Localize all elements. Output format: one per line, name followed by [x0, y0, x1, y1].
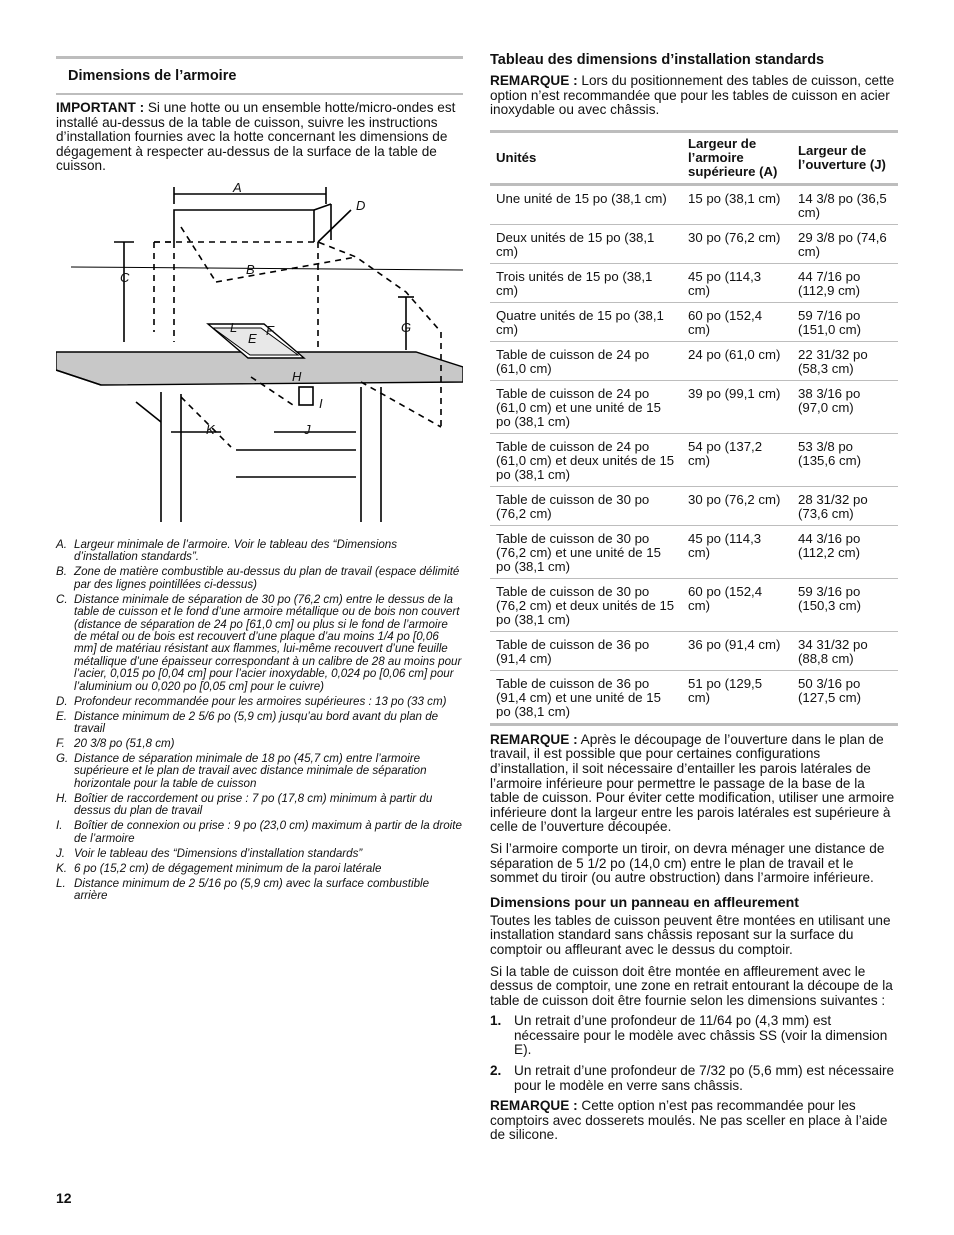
legend-item: C. Distance minimale de séparation de 30 po (76,2 cm) entre le dessus de la table de cuisson et le fond d’une armoire métallique ou de bois non couvert (distance de séparation de 24 po [61,0 cm] ou plus si le fond de l’armoire de métal ou de bois est recouvert d’une plaque d’au moins 1/4 po [0,06 mm] de matériau résistant aux flammes, lui-même recouvert d’une feuille métallique d’une épaisseur correspondant à un calibre de 28 au moins pour l’acier, 0,015 po [0,04 cm] pour l’acier inoxydable, 0,024 po [0,06 cm] pour l’aluminium ou 0,020 po [0,05 cm] pour le cuivre)	[56, 592, 462, 693]
table-row: Quatre unités de 15 po (38,1 cm) 60 po (152,4 cm) 59 7/16 po (151,0 cm)	[490, 302, 898, 341]
page-number: 12	[56, 1190, 72, 1206]
legend-item: K. 6 po (15,2 cm) de dégagement minimum de la paroi latérale	[56, 861, 382, 875]
diagram-label-c: C	[120, 269, 130, 285]
diagram-label-f: F	[266, 322, 274, 338]
note-paragraph	[490, 733, 898, 835]
important-paragraph	[56, 101, 463, 174]
header-units: Unités	[490, 131, 682, 184]
legend-item: G. Distance de séparation minimale de 18 po (45,7 cm) entre l’armoire supérieure et le plan de travail avec distance minimale de séparation horizontale pour la table de cuisson	[56, 752, 427, 790]
diagram-label-l: L	[230, 319, 238, 335]
flush-paragraph: Si la table de cuisson doit être montée en affleurement avec le dessus de comptoir, une zone en retrait entourant la découpe de la table de cuisson doit être fournie selon les dimensions suivantes :	[490, 963, 893, 1008]
table-row: Table de cuisson de 30 po (76,2 cm) 30 po (76,2 cm) 28 31/32 po (73,6 cm)	[490, 486, 898, 525]
section-heading: Dimensions de l’armoire	[56, 56, 463, 95]
diagram-label-g: G	[401, 319, 412, 335]
table-header-row	[490, 131, 898, 184]
note-label: REMARQUE :	[490, 73, 578, 88]
header-opening-width: Largeur de l’ouverture (J)	[792, 131, 898, 184]
flush-paragraph: Toutes les tables de cuisson peuvent être montées en utilisant une installation standard sans châssis reposant sur la surface du comptoir ou affleurant avec le dessus du comptoir.	[490, 912, 891, 957]
legend-item: B. Zone de matière combustible au-dessus du plan de travail (espace délimité par des lignes pointillées ci-dessus)	[56, 565, 460, 591]
note-text: Cette option n’est pas recommandée pour les comptoirs avec dosserets moulés. Ne pas sceller en place à l’aide de silicone.	[490, 1098, 888, 1143]
important-label: IMPORTANT :	[56, 100, 145, 115]
table-title: Tableau des dimensions d’installation standards	[490, 52, 825, 68]
diagram-label-d: D	[356, 197, 366, 213]
cabinet-diagram	[56, 179, 463, 527]
left-column	[56, 56, 463, 905]
note-paragraph	[490, 74, 898, 118]
legend-item: A. Largeur minimale de l’armoire. Voir le tableau des “Dimensions d’installation standards”.	[56, 537, 398, 564]
dimensions-table	[490, 130, 898, 726]
table-row: Table de cuisson de 30 po (76,2 cm) et deux unités de 15 po (38,1 cm) 60 po (152,4 cm) 59 3/16 po (150,3 cm)	[490, 578, 898, 631]
list-item: 2. Un retrait d’une profondeur de 7/32 po (5,6 mm) est nécessaire pour le modèle en verre sans châssis.	[490, 1063, 895, 1093]
legend-item: E. Distance minimum de 2 5/6 po (5,9 cm) jusqu’au bord avant du plan de travail	[56, 709, 439, 736]
table-row: Table de cuisson de 24 po (61,0 cm) et une unité de 15 po (38,1 cm) 39 po (99,1 cm) 38 3/16 po (97,0 cm)	[490, 380, 898, 433]
table-row: Table de cuisson de 36 po (91,4 cm) 36 po (91,4 cm) 34 31/32 po (88,8 cm)	[490, 631, 898, 670]
flush-heading: Dimensions pour un panneau en affleurement	[490, 894, 800, 911]
note-paragraph	[490, 1099, 898, 1143]
table-row: Une unité de 15 po (38,1 cm) 15 po (38,1 cm) 14 3/8 po (36,5 cm)	[490, 184, 898, 224]
table-row: Table de cuisson de 30 po (76,2 cm) et une unité de 15 po (38,1 cm) 45 po (114,3 cm) 44 3/16 po (112,2 cm)	[490, 525, 898, 578]
note-label: REMARQUE :	[490, 1098, 578, 1114]
diagram-label-k: K	[206, 421, 215, 437]
diagram-label-j: J	[304, 421, 311, 437]
note-label: REMARQUE :	[490, 731, 578, 747]
legend-item: I. Boîtier de connexion ou prise : 9 po (23,0 cm) maximum à partir de la droite de l’armoire	[56, 819, 462, 845]
note-text: Après le découpage de l’ouverture dans le plan de travail, il est possible que pour certaines configurations d’installation, il soit nécessaire d’entailler les parois latérales de l’armoire inférieure pour permettre le passage de la base de la table de cuisson. Pour éviter cette modification, utiliser une armoire inférieure dont la largeur entre les parois latérales est supérieure à celle de l’ouverture découpée.	[490, 731, 895, 835]
steps-list	[490, 1014, 898, 1093]
diagram-legend	[56, 539, 463, 903]
legend-item: L. Distance minimum de 2 5/16 po (5,9 cm) avec la surface combustible arrière	[56, 876, 430, 903]
legend-item: J. Voir le tableau des “Dimensions d’installation standards”	[56, 846, 363, 860]
table-row: Table de cuisson de 24 po (61,0 cm) 24 po (61,0 cm) 22 31/32 po (58,3 cm)	[490, 341, 898, 380]
diagram-label-b: B	[246, 261, 255, 277]
diagram-label-e: E	[248, 330, 257, 346]
legend-item: H. Boîtier de raccordement ou prise : 7 po (17,8 cm) minimum à partir du dessus du plan de travail	[56, 791, 433, 818]
diagram-label-a: A	[233, 179, 242, 195]
header-cabinet-width: Largeur de l’armoire supérieure (A)	[682, 131, 792, 184]
cabinet-diagram-drawing	[56, 179, 463, 527]
table-row: Deux unités de 15 po (38,1 cm) 30 po (76,2 cm) 29 3/8 po (74,6 cm)	[490, 224, 898, 263]
list-item: 1. Un retrait d’une profondeur de 11/64 po (4,3 mm) est nécessaire pour le modèle avec châssis SS (voir la dimension E).	[490, 1013, 888, 1058]
note-text: Lors du positionnement des tables de cuisson, cette option n’est recommandée que pour les tables de cuisson en acier inoxydable ou avec châssis.	[490, 73, 895, 118]
legend-item: F. 20 3/8 po (51,8 cm)	[56, 737, 175, 751]
important-text: Si une hotte ou un ensemble hotte/micro-ondes est installé au-dessus de la table de cuisson, suivre les instructions d’installation fournies avec la hotte concernant les dimensions de dégagement à respecter au-dessus de la surface de la table de cuisson.	[56, 100, 456, 174]
diagram-label-h: H	[292, 368, 302, 384]
table-row: Table de cuisson de 36 po (91,4 cm) et une unité de 15 po (38,1 cm) 51 po (129,5 cm) 50 3/16 po (127,5 cm)	[490, 670, 898, 724]
drawer-paragraph: Si l’armoire comporte un tiroir, on devra ménager une distance de séparation de 5 1/2 po (14,0 cm) entre le plan de travail et le sommet du tiroir (ou autre obstruction) dans l’armoire inférieure.	[490, 840, 885, 886]
legend-item: D. Profondeur recommandée pour les armoires supérieures : 13 po (33 cm)	[56, 694, 447, 708]
table-row: Table de cuisson de 24 po (61,0 cm) et deux unités de 15 po (38,1 cm) 54 po (137,2 cm) 53 3/8 po (135,6 cm)	[490, 433, 898, 486]
right-column	[490, 52, 898, 1143]
table-row: Trois unités de 15 po (38,1 cm) 45 po (114,3 cm) 44 7/16 po (112,9 cm)	[490, 263, 898, 302]
diagram-label-i: I	[319, 395, 323, 411]
